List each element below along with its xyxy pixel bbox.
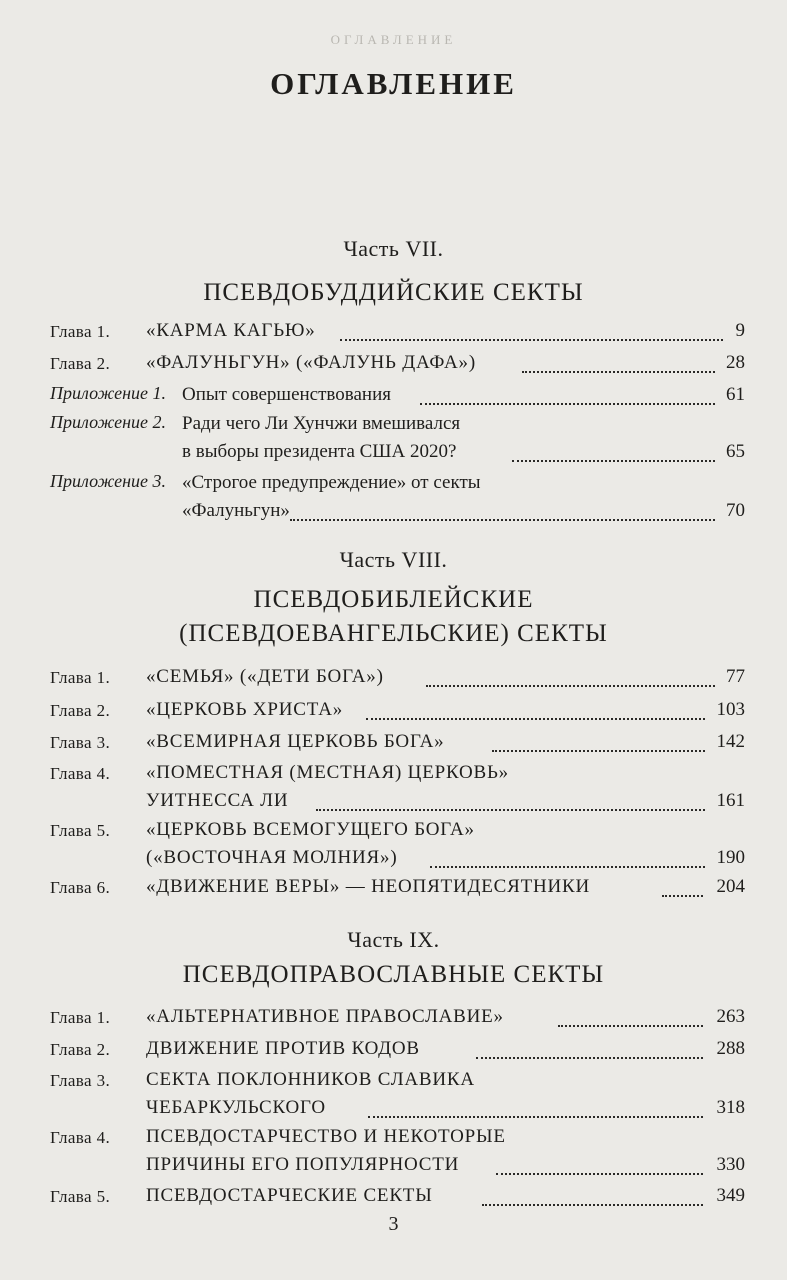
entry-label: Глава 2.: [50, 701, 111, 720]
dot-leader: [420, 401, 715, 405]
entry-title-line: УИТНЕССА ЛИ: [146, 790, 289, 811]
entry-title-line: ЧЕБАРКУЛЬСКОГО: [146, 1097, 326, 1118]
dot-leader: [512, 458, 715, 462]
toc-entry[interactable]: [50, 1036, 745, 1066]
part-title: ПСЕВДОБИБЛЕЙСКИЕ: [253, 586, 534, 613]
part-label: Часть VII.: [343, 236, 444, 261]
entry-title-line: «ПОМЕСТНАЯ (МЕСТНАЯ) ЦЕРКОВЬ»: [146, 762, 509, 783]
toc-entry[interactable]: [50, 697, 745, 727]
dot-leader: [340, 337, 723, 341]
entry-title-line: «ЦЕРКОВЬ ВСЕМОГУЩЕГО БОГА»: [146, 819, 475, 840]
toc-entry[interactable]: [50, 411, 745, 467]
toc-entry[interactable]: [50, 664, 745, 694]
entry-label: Глава 2.: [50, 354, 111, 373]
entry-label: Глава 5.: [50, 1187, 111, 1206]
toc-entry[interactable]: [50, 318, 745, 348]
page-number: 61: [726, 384, 745, 405]
toc-entry[interactable]: [50, 817, 745, 873]
entry-title: «СЕМЬЯ» («ДЕТИ БОГА»): [146, 666, 384, 687]
toc-entry[interactable]: [50, 874, 745, 904]
entry-label: Глава 1.: [50, 322, 111, 341]
entry-label: Приложение 3.: [50, 471, 167, 491]
toc-entry[interactable]: [50, 729, 745, 759]
page-folio: 3: [388, 1213, 399, 1235]
entry-label: Приложение 1.: [50, 383, 167, 403]
dot-leader: [476, 1055, 703, 1059]
entry-title-line: «Строгое предупреждение» от секты: [182, 472, 481, 493]
entry-title-line: в выборы президента США 2020?: [182, 441, 457, 462]
dot-leader: [426, 683, 715, 687]
part-label: Часть IX.: [347, 927, 440, 952]
entry-title-line: Ради чего Ли Хунчжи вмешивался: [182, 413, 461, 434]
dot-leader: [662, 893, 703, 897]
toc-entry[interactable]: [50, 760, 745, 816]
entry-title: «АЛЬТЕРНАТИВНОЕ ПРАВОСЛАВИЕ»: [146, 1006, 504, 1027]
entry-label: Глава 1.: [50, 1008, 111, 1027]
running-head: ОГЛАВЛЕНИЕ: [330, 32, 457, 47]
toc-entry[interactable]: [50, 1004, 745, 1034]
toc-entry[interactable]: [50, 470, 745, 526]
entry-title-line: ПСЕВДОСТАРЧЕСТВО И НЕКОТОРЫЕ: [146, 1126, 506, 1147]
entry-label: Глава 4.: [50, 764, 111, 783]
entry-title-line: ПРИЧИНЫ ЕГО ПОПУЛЯРНОСТИ: [146, 1154, 460, 1175]
entry-label: Глава 5.: [50, 821, 111, 840]
dot-leader: [558, 1023, 703, 1027]
page-number: 65: [726, 441, 745, 462]
entry-title: «ДВИЖЕНИЕ ВЕРЫ» — НЕОПЯТИДЕСЯТНИКИ: [146, 876, 591, 897]
page-number: 28: [726, 352, 745, 373]
entry-title-line: («ВОСТОЧНАЯ МОЛНИЯ»): [146, 847, 398, 868]
page-number: 288: [716, 1038, 745, 1059]
page-number: 77: [726, 666, 745, 687]
page-number: 318: [716, 1097, 745, 1118]
entry-label: Глава 4.: [50, 1128, 111, 1147]
dot-leader: [482, 1202, 703, 1206]
page-number: 204: [716, 876, 745, 897]
dot-leader: [366, 716, 705, 720]
dot-leader: [492, 748, 705, 752]
dot-leader: [522, 369, 715, 373]
toc-entry[interactable]: [50, 1067, 745, 1123]
entry-title-line: «Фалуньгун»: [182, 500, 290, 521]
toc-entry[interactable]: [50, 1183, 745, 1213]
entry-title-line: СЕКТА ПОКЛОННИКОВ СЛАВИКА: [146, 1069, 475, 1090]
page-number: 142: [716, 731, 745, 752]
part-title: (ПСЕВДОЕВАНГЕЛЬСКИЕ) СЕКТЫ: [179, 620, 608, 647]
page-number: 9: [735, 320, 745, 341]
entry-label: Глава 3.: [50, 733, 111, 752]
page-number: 349: [716, 1185, 745, 1206]
part-title: ПСЕВДОБУДДИЙСКИЕ СЕКТЫ: [203, 279, 584, 306]
entry-title: «ФАЛУНЬГУН» («ФАЛУНЬ ДАФА»): [146, 352, 476, 373]
dot-leader: [496, 1171, 703, 1175]
dot-leader: [430, 864, 705, 868]
entry-title: «ЦЕРКОВЬ ХРИСТА»: [146, 699, 344, 720]
page-number: 330: [716, 1154, 745, 1175]
page-number: 103: [716, 699, 745, 720]
toc-entry[interactable]: [50, 350, 745, 380]
part-label: Часть VIII.: [339, 547, 448, 572]
entry-label: Глава 3.: [50, 1071, 111, 1090]
page-number: 190: [716, 847, 745, 868]
part-title: ПСЕВДОПРАВОСЛАВНЫЕ СЕКТЫ: [182, 961, 605, 988]
page-number: 263: [716, 1006, 745, 1027]
toc-entry[interactable]: [50, 382, 745, 412]
entry-title: ПСЕВДОСТАРЧЕСКИЕ СЕКТЫ: [146, 1185, 433, 1206]
dot-leader: [290, 517, 715, 521]
entry-label: Глава 2.: [50, 1040, 111, 1059]
entry-label: Глава 1.: [50, 668, 111, 687]
toc-title: ОГЛАВЛЕНИЕ: [270, 66, 517, 101]
dot-leader: [316, 807, 705, 811]
entry-title: «КАРМА КАГЬЮ»: [146, 320, 316, 341]
entry-title: ДВИЖЕНИЕ ПРОТИВ КОДОВ: [146, 1038, 420, 1059]
page-number: 161: [716, 790, 745, 811]
entry-label: Глава 6.: [50, 878, 111, 897]
entry-label: Приложение 2.: [50, 412, 167, 432]
entry-title: «ВСЕМИРНАЯ ЦЕРКОВЬ БОГА»: [146, 731, 445, 752]
toc-entry[interactable]: [50, 1124, 745, 1180]
entry-title: Опыт совершенствования: [182, 384, 391, 405]
dot-leader: [368, 1114, 703, 1118]
page-number: 70: [726, 500, 745, 521]
